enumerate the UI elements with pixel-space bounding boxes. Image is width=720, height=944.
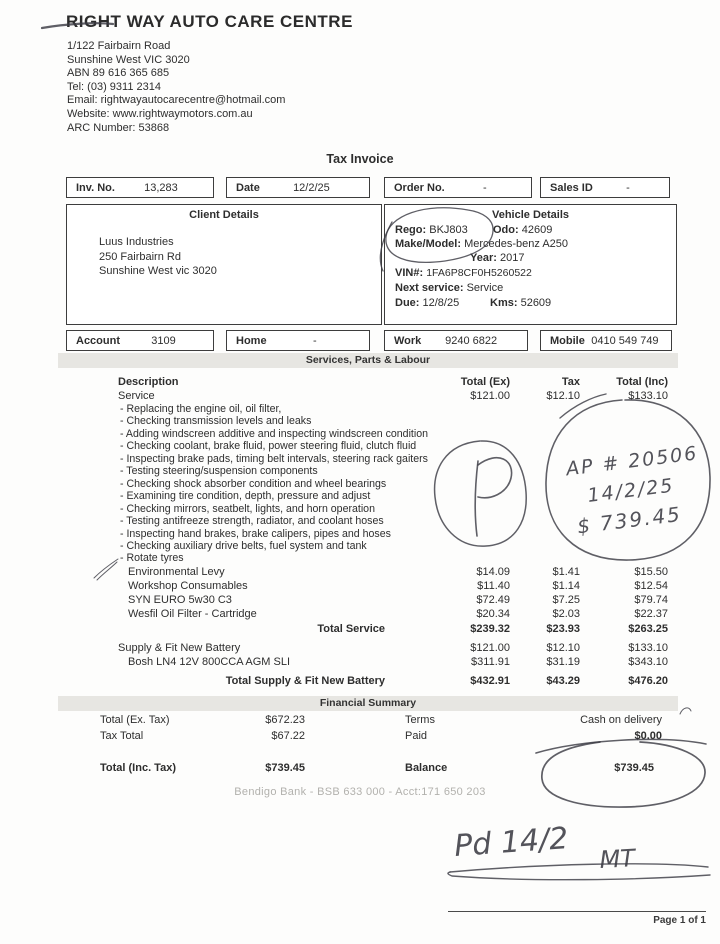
total-battery-label: Total Supply & Fit New Battery: [225, 675, 385, 687]
next-service-value: Service: [466, 282, 504, 294]
company-name: RIGHT WAY AUTO CARE CENTRE: [66, 12, 353, 31]
service-group-name: Service: [118, 390, 155, 402]
home-phone-label: Home: [236, 334, 267, 347]
service-ex: $121.00: [470, 390, 510, 402]
page-number-label: Page 1 of 1: [653, 915, 706, 926]
work-phone-box: [384, 330, 528, 351]
financial-summary-band: Financial Summary: [58, 696, 678, 711]
service-bullet: - Inspecting hand brakes, brake calipers, pipes and hoses: [120, 527, 391, 540]
rego-label: Rego:: [395, 224, 427, 236]
battery-tax: $12.10: [546, 642, 580, 654]
order-number-label: Order No.: [394, 181, 445, 194]
handwritten-paid-note: Pd 14/2: [453, 821, 570, 864]
item-tax: $2.03: [552, 608, 580, 620]
total-battery-ex: $432.91: [470, 675, 510, 687]
fin-label: Tax Total: [100, 730, 144, 742]
date-box: [226, 177, 370, 198]
fin-right-label: Paid: [405, 730, 428, 742]
address-line: Tel: (03) 9311 2314: [67, 80, 161, 93]
service-bullet: - Rotate tyres: [120, 552, 184, 565]
account-value: 3109: [151, 334, 176, 347]
column-total-inc: Total (Inc): [616, 376, 668, 388]
vehicle-details-title: Vehicle Details: [491, 209, 570, 221]
service-bullet: - Testing antifreeze strength, radiator, and coolant hoses: [120, 515, 384, 528]
fin-value: $672.23: [265, 714, 305, 726]
item-inc: $79.74: [634, 594, 668, 606]
battery-inc: $133.10: [628, 642, 668, 654]
invoice-number-box: [66, 177, 214, 198]
vehicle-vin-row: [395, 267, 532, 279]
rego-value: BKJ803: [429, 224, 468, 236]
vehicle-details-panel: [384, 204, 677, 325]
p-letter-loop: [478, 458, 512, 498]
total-battery-tax: $43.29: [546, 675, 580, 687]
p-letter-stem: [475, 461, 478, 536]
client-address-block: [99, 235, 217, 279]
vin-value: 1FA6P8CF0H5260522: [426, 267, 532, 279]
service-bullet: - Adding windscreen additive and inspecting windscreen condition: [120, 427, 428, 440]
handwritten-initials: MT: [598, 844, 636, 874]
item-ex: $72.49: [476, 594, 510, 606]
item-name: Environmental Levy: [128, 566, 225, 578]
handwritten-amount: $ 739.45: [575, 501, 684, 539]
total-service-ex: $239.32: [470, 623, 510, 635]
item-name: Workshop Consumables: [128, 580, 248, 592]
item-tax: $31.19: [546, 656, 580, 668]
p-circle-annotation: [435, 441, 527, 546]
fin-label: Total (Ex. Tax): [100, 714, 170, 726]
item-tax: $7.25: [552, 594, 580, 606]
total-service-tax: $23.93: [546, 623, 580, 635]
home-phone-value: -: [312, 334, 317, 347]
total-battery-inc: $476.20: [628, 675, 668, 687]
item-tax: $1.41: [552, 566, 580, 578]
service-bullet: - Replacing the engine oil, oil filter,: [120, 403, 282, 415]
service-inc: $133.10: [628, 390, 668, 402]
mobile-phone-label: Mobile: [550, 334, 585, 347]
odo-label: Odo:: [493, 224, 519, 236]
make-model-label: Make/Model:: [395, 238, 462, 250]
vehicle-make-row: [395, 238, 568, 250]
item-inc: $15.50: [634, 566, 668, 578]
fin-right-value: $739.45: [614, 762, 654, 774]
fin-value: $739.45: [265, 762, 305, 774]
item-ex: $311.91: [471, 656, 510, 668]
kms-label: Kms:: [490, 297, 518, 309]
client-details-panel: [66, 204, 382, 325]
item-inc: $12.54: [634, 580, 668, 592]
battery-group-name: Supply & Fit New Battery: [118, 642, 241, 654]
footer-rule: [448, 911, 706, 912]
item-ex: $20.34: [476, 608, 510, 620]
address-line: 1/122 Fairbairn Road: [67, 40, 171, 52]
item-inc: $343.10: [628, 656, 668, 668]
battery-ex: $121.00: [470, 642, 510, 654]
column-description: Description: [118, 376, 179, 388]
address-line: Website: www.rightwaymotors.com.au: [67, 107, 253, 120]
handwritten-ap-number: AP # 20506: [564, 442, 700, 481]
item-inc: $22.37: [634, 608, 668, 620]
handwritten-note-text: [563, 442, 707, 539]
service-bullet: - Checking transmission levels and leaks: [120, 415, 312, 428]
next-service-label: Next service:: [395, 282, 464, 294]
due-label: Due:: [395, 297, 420, 309]
total-service-inc: $263.25: [628, 623, 668, 635]
vehicle-next-service-row: [395, 282, 503, 294]
sales-id-value: -: [626, 181, 630, 194]
column-total-ex: Total (Ex): [460, 376, 510, 388]
address-line: Email: rightwayautocarecentre@hotmail.com: [67, 94, 286, 107]
service-bullet: - Checking mirrors, seatbelt, lights, and horn operation: [120, 502, 375, 515]
mobile-phone-value: 0410 549 749: [591, 334, 659, 347]
account-box: [66, 330, 214, 351]
date-value: 12/2/25: [293, 181, 330, 194]
column-tax: Tax: [561, 376, 580, 388]
mobile-phone-box: [540, 330, 672, 351]
fin-right-value: $0.00: [634, 730, 662, 742]
address-line: ARC Number: 53868: [67, 121, 170, 134]
sales-id-box: [540, 177, 670, 198]
handwritten-underline-bottom: [448, 872, 710, 880]
fin-right-value: Cash on delivery: [580, 714, 662, 726]
service-bullet-list: [120, 403, 428, 565]
odo-value: 42609: [521, 224, 553, 236]
work-phone-value: 9240 6822: [445, 334, 498, 347]
date-label: Date: [236, 181, 260, 194]
company-address-block: [67, 40, 285, 135]
environmental-levy-check-mark: [94, 559, 118, 580]
address-line: ABN 89 616 365 685: [67, 67, 170, 80]
total-service-label: Total Service: [317, 623, 385, 635]
services-section-band: Services, Parts & Labour: [58, 353, 678, 368]
note-circle-annotation: [546, 400, 710, 560]
vehicle-year-row: [470, 252, 524, 264]
address-line: Sunshine West VIC 3020: [67, 53, 190, 66]
service-bullet: - Checking shock absorber condition and wheel bearings: [120, 477, 387, 490]
item-ex: $14.09: [476, 566, 510, 578]
item-tax: $1.14: [552, 580, 580, 592]
client-line: 250 Fairbairn Rd: [99, 250, 181, 263]
fin-value: $67.22: [271, 730, 305, 742]
client-line: Luus Industries: [99, 236, 174, 248]
due-value: 12/8/25: [422, 297, 460, 309]
year-label: Year:: [470, 252, 497, 264]
order-number-box: [384, 177, 532, 198]
service-tax: $12.10: [546, 390, 580, 402]
kms-row: [490, 297, 551, 309]
handwritten-date: 14/2/25: [586, 474, 676, 507]
invoice-number-value: 13,283: [144, 181, 178, 194]
fin-right-label: Terms: [405, 714, 435, 726]
odo-row: [493, 224, 552, 236]
service-bullet: - Checking coolant, brake fluid, power steering fluid, clutch fluid: [120, 440, 417, 453]
client-line: Sunshine West vic 3020: [99, 265, 217, 277]
handwritten-underline-top: [450, 864, 708, 872]
fin-label: Total (Inc. Tax): [100, 762, 176, 774]
kms-value: 52609: [520, 297, 552, 309]
item-name: Wesfil Oil Filter - Cartridge: [128, 608, 257, 620]
item-name: SYN EURO 5w30 C3: [128, 594, 232, 606]
fin-right-label: Balance: [405, 762, 448, 774]
year-value: 2017: [499, 252, 525, 264]
client-details-title: Client Details: [189, 209, 259, 221]
service-bullet: - Checking auxiliary drive belts, fuel system and tank: [120, 539, 367, 552]
home-phone-box: [226, 330, 370, 351]
work-phone-label: Work: [394, 334, 422, 347]
vehicle-due-row: [395, 297, 552, 309]
service-bullet: - Testing steering/suspension components: [120, 465, 318, 478]
invoice-number-label: Inv. No.: [76, 181, 115, 194]
vin-label: VIN#:: [395, 267, 424, 279]
service-bullet: - Inspecting brake pads, timing belt intervals, steering rack gaiters: [120, 452, 428, 465]
account-label: Account: [76, 334, 120, 347]
item-ex: $11.40: [477, 580, 510, 592]
sales-id-label: Sales ID: [550, 181, 593, 194]
small-pen-mark: [680, 708, 691, 714]
document-title: Tax Invoice: [326, 152, 394, 166]
make-model-value: Mercedes-benz A250: [464, 238, 569, 250]
service-bullet: - Examining tire condition, depth, pressure and adjust: [120, 490, 371, 503]
order-number-value: -: [483, 181, 487, 194]
item-name: Bosh LN4 12V 800CCA AGM SLI: [128, 656, 291, 668]
vehicle-rego-row: [395, 224, 553, 236]
bank-details-line: Bendigo Bank - BSB 633 000 - Acct:171 650 203: [234, 786, 486, 798]
